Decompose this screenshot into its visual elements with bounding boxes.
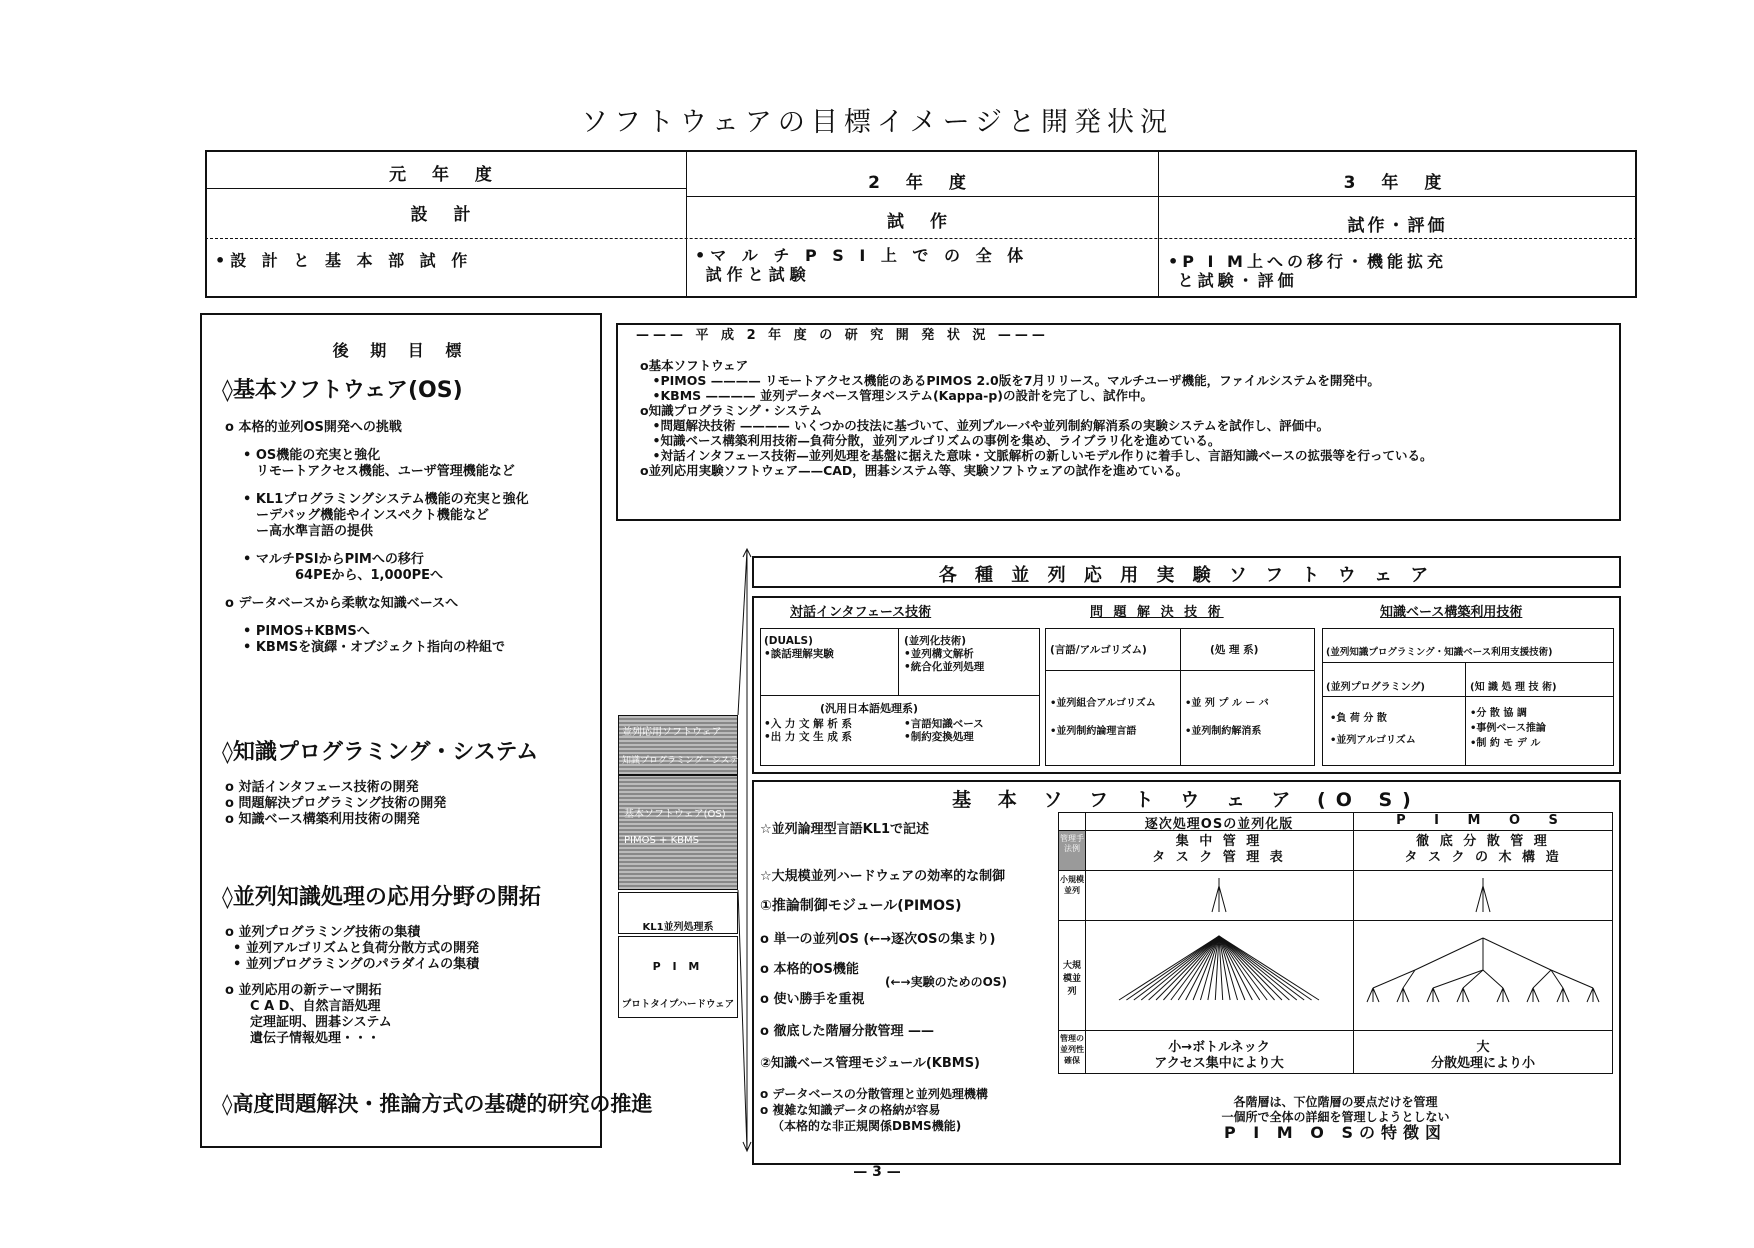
year-1: 元 年 度 <box>389 165 502 185</box>
apps-heading: 各 種 並 列 応 用 実 験 ソ フ ト ウ ェ ア <box>938 565 1435 586</box>
goal-research: ◊高度問題解決・推論方式の基礎的研究の推進 <box>222 1092 653 1116</box>
layer-os <box>618 775 738 890</box>
os-footnote: 各階層は、下位階層の要点だけを管理 一個所で全体の詳細を管理しようとしない P I M O Sの特徴図 <box>1221 1095 1450 1142</box>
goal-app-list: o 並列プログラミング技術の集積 • 並列アルゴリズムと負荷分散方式の開発 • 並列プログラミングのパラダイムの集積 o 並列応用の新テーマ開拓 C A D、自然言語処理 定理証明、囲碁システム 遺伝子情報処理・・・ <box>225 925 480 1046</box>
status-heading: ——— 平 成 2 年 度 の 研 究 開 発 状 況 ——— <box>636 328 1049 343</box>
apps-col3: 知識ベース構築利用技術 <box>1380 605 1523 620</box>
os-heading: 基 本 ソ フ ト ウ ェ ア (O S) <box>952 789 1421 811</box>
item-3: •P I M上への移行・機能拡充 と試験・評価 <box>1168 252 1447 290</box>
phase-2: 試 作 <box>887 212 957 232</box>
goal-os-list: o 本格的並列OS開発への挑戦 • OS機能の充実と強化 リモートアクセス機能、ユーザ管理機能など • KL1プログラミングシステム機能の充実と強化 ーデバッグ機能やインスペクト機能など ー高水準言語の提供 • マルチPSIからPIMへの移行 64PEから、1,000PEへ o データベースから柔軟な知識ベースへ • PIMOS+KBMSへ • KBMSを演繹・オブジェクト指向の枠組で <box>225 420 529 655</box>
goals-heading: 後 期 目 標 <box>332 341 470 360</box>
goal-app: ◊並列知識処理の応用分野の開拓 <box>222 885 541 910</box>
goal-os: ◊基本ソフトウェア(OS) <box>222 378 463 403</box>
goal-kps: ◊知識プログラミング・システム <box>222 740 539 765</box>
apps-col1: 対話インタフェース技術 <box>790 605 932 620</box>
page-title: ソフトウェアの目標イメージと開発状況 <box>580 107 1174 138</box>
phase-1: 設 計 <box>410 205 481 225</box>
apps-col2: 問 題 解 決 技 術 <box>1090 605 1224 620</box>
phase-3: 試作・評価 <box>1347 216 1448 236</box>
item-1: •設 計 と 基 本 部 試 作 <box>215 251 473 270</box>
tree-diagrams <box>1085 870 1613 1030</box>
year-3: 3 年 度 <box>1343 173 1452 193</box>
page-number: — 3 — <box>853 1164 901 1180</box>
goal-kps-list: o 対話インタフェース技術の開発 o 問題解決プログラミング技術の開発 o 知識ベース構築利用技術の開発 <box>225 780 447 827</box>
item-2: •マ ル チ P S I 上 で の 全 体 試作と試験 <box>695 246 1029 284</box>
status-list: o基本ソフトウェア •PIMOS ———— リモートアクセス機能のあるPIMOS 2.0版を7月リリース。マルチユーザ機能，ファイルシステムを開発中。 •KBMS ———— 並列データベース管理システム(Kappa-p)の設計を完了し、試作中。 o知識プログラミング・システム •問題解決技術 ———— いくつかの技法に基づいて、並列プルーバや並列制約解消系の実験システムを試作し、評価中。 •知識ベース構築利用技術—負荷分散，並列アルゴリズムの事例を集め、ライブラリ化を進めている。 •対話インタフェース技術—並列処理を基盤に据えた意味・文脈解析の新しいモデル作りに着手し、言語知識ベースの拡張等を行っている。 o並列応用実験ソフトウェア——CAD，囲碁システム等、実験ソフトウェアの試作を進めている。 <box>640 358 1433 478</box>
year-2: 2 年 度 <box>868 173 976 193</box>
